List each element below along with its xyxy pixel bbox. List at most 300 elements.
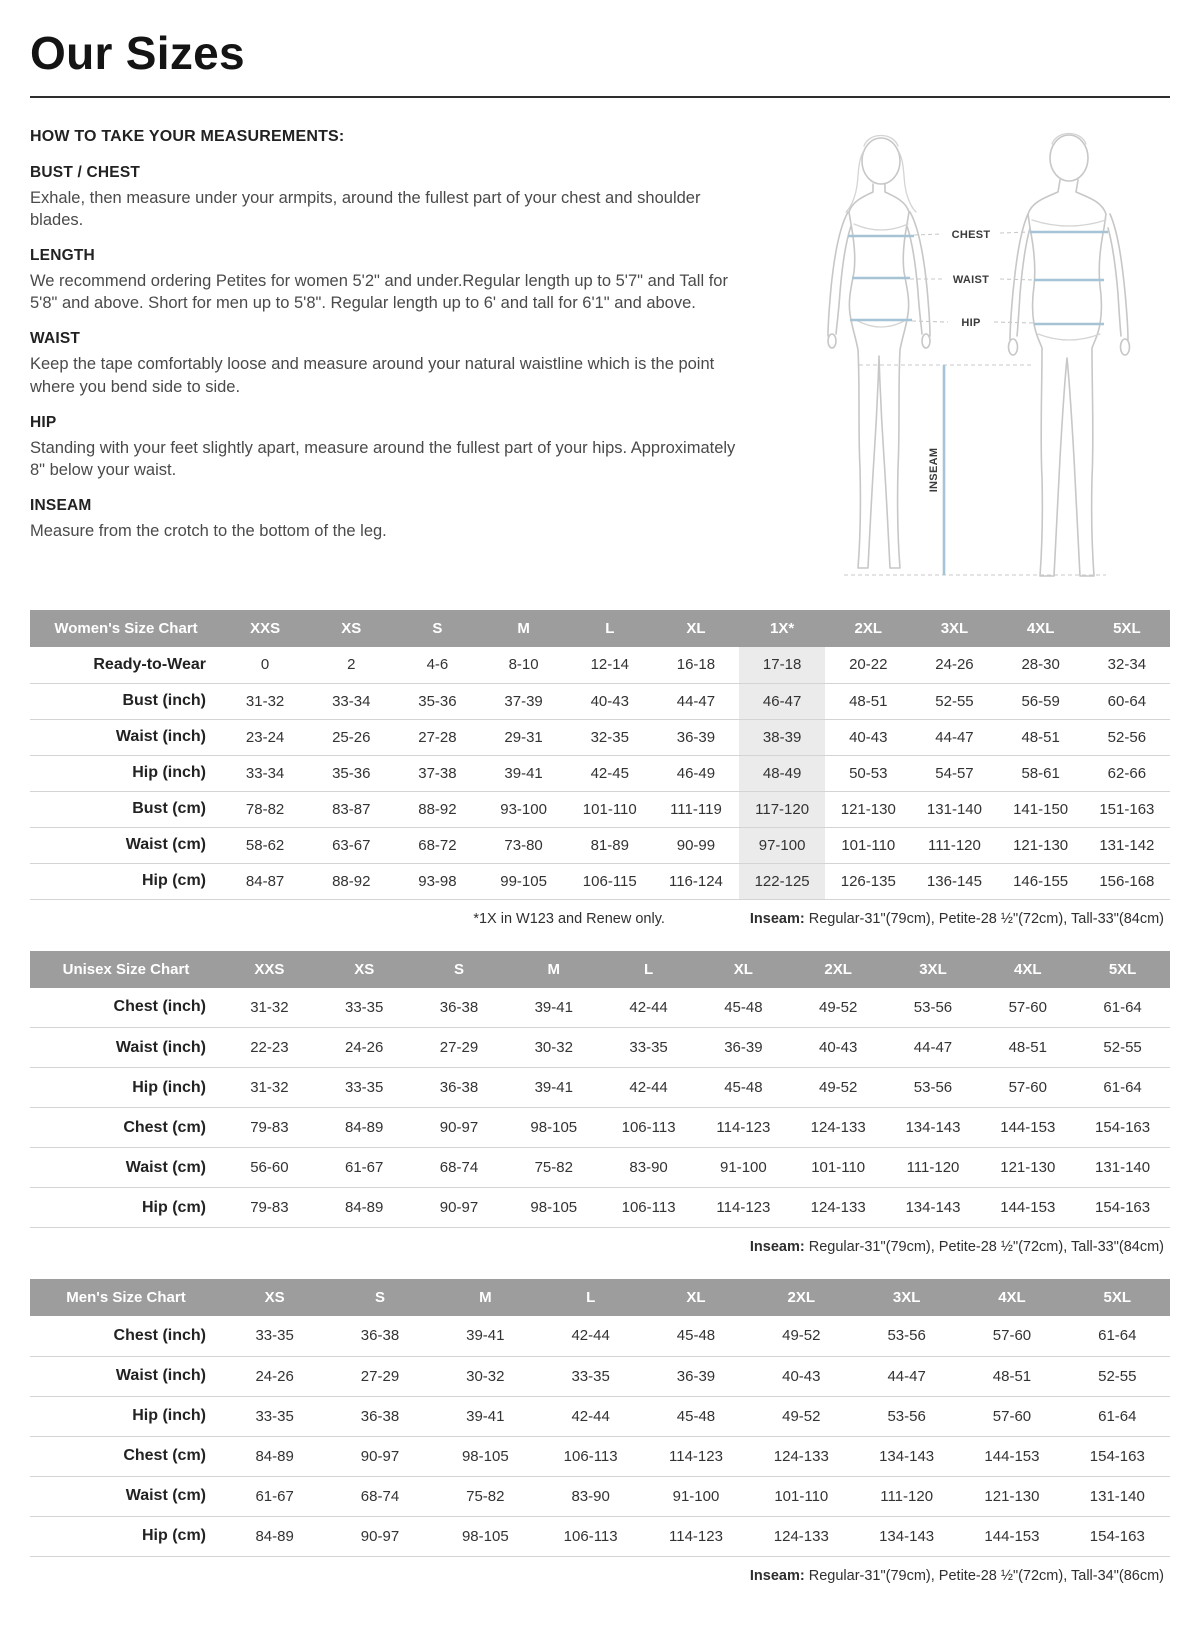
size-cell: 61-64 (1103, 998, 1142, 1016)
size-cell: 31-32 (250, 1079, 289, 1096)
size-row (30, 1396, 1170, 1436)
size-cell: 106-113 (563, 1527, 618, 1545)
size-cell: 33-35 (345, 998, 384, 1016)
size-row (30, 1436, 1170, 1476)
table-title: Men's Size Chart (30, 1279, 222, 1316)
size-row (30, 1516, 1170, 1556)
size-cell: 61-64 (1103, 1079, 1142, 1096)
men-inseam-note (750, 1568, 1164, 1584)
size-cell: 124-133 (810, 1119, 866, 1136)
size-cell: 154-163 (1095, 1119, 1151, 1136)
size-cell: 57-60 (1008, 998, 1047, 1016)
size-cell: 52-55 (1098, 1367, 1137, 1385)
size-cell: 88-92 (332, 872, 371, 890)
size-cell: 90-99 (676, 836, 716, 854)
size-cell: 154-163 (1089, 1527, 1145, 1545)
size-cell: 131-140 (926, 800, 982, 818)
size-row (30, 1108, 1170, 1148)
section-hip (30, 414, 750, 481)
size-cell: 154-163 (1089, 1447, 1145, 1465)
size-column-header: 3XL (911, 610, 997, 647)
size-column-header: L (601, 951, 696, 988)
size-cell: 114-123 (716, 1199, 771, 1216)
size-cell: 75-82 (466, 1487, 505, 1505)
size-cell: 134-143 (905, 1119, 961, 1136)
woman-figure (828, 136, 930, 569)
size-cell: 61-67 (255, 1487, 294, 1505)
inseam-note-label: Inseam: (749, 910, 805, 927)
row-label: Ready-to-Wear (93, 655, 206, 673)
size-column-header: 3XL (886, 951, 981, 988)
waist-label: WAIST (952, 274, 990, 286)
size-cell: 33-35 (255, 1407, 294, 1425)
size-cell: 78-82 (245, 800, 285, 818)
size-cell: 131-142 (1099, 836, 1155, 854)
size-row (30, 988, 1170, 1028)
size-cell: 27-28 (418, 728, 457, 746)
size-cell: 101-110 (841, 836, 896, 854)
size-cell: 98-105 (461, 1527, 509, 1545)
inseam-note-text: Regular-31"(79cm), Petite-28 ½"(72cm), Tall-33"(84cm) (804, 1239, 1164, 1255)
size-cell: 36-38 (360, 1407, 400, 1425)
row-label: Waist (inch) (115, 1038, 206, 1056)
size-cell: 44-47 (935, 728, 974, 746)
size-row (30, 647, 1170, 683)
section-length (30, 247, 750, 314)
size-cell: 49-52 (818, 1079, 858, 1096)
page-header (30, 26, 1170, 98)
size-cell: 156-168 (1099, 872, 1155, 890)
size-column-header: XL (696, 951, 791, 988)
section-waist (30, 330, 750, 397)
size-cell: 106-115 (582, 872, 637, 890)
size-cell: 84-89 (255, 1447, 294, 1465)
size-cell: 121-130 (1000, 1159, 1056, 1176)
row-label: Waist (cm) (125, 1487, 206, 1504)
table-title: Unisex Size Chart (30, 951, 222, 988)
size-cell: 48-51 (1021, 728, 1060, 746)
size-cell: 33-35 (629, 1039, 668, 1056)
size-column-header: L (538, 1279, 643, 1316)
size-column-header: M (433, 1279, 538, 1316)
section-title: LENGTH (30, 247, 95, 265)
row-label: Hip (inch) (132, 1078, 206, 1096)
size-cell: 42-44 (571, 1407, 610, 1425)
size-cell: 116-124 (668, 872, 723, 890)
size-cell: 35-36 (418, 692, 457, 710)
size-cell: 24-26 (255, 1367, 294, 1385)
size-cell: 136-145 (926, 872, 982, 890)
row-label: Hip (inch) (132, 1407, 206, 1424)
inseam-note-label: Inseam: (749, 1239, 805, 1255)
size-cell: 52-55 (1103, 1039, 1142, 1056)
section-text: Standing with your feet slightly apart, measure around the fullest part of your hips. Approximately 8" below your waist. (30, 438, 736, 479)
size-cell: 144-153 (984, 1527, 1040, 1545)
row-label: Waist (cm) (125, 1158, 206, 1176)
size-cell: 79-83 (250, 1199, 289, 1216)
size-cell: 4-6 (426, 656, 449, 674)
size-cell: 0 (260, 656, 270, 674)
size-cell: 42-44 (629, 1079, 668, 1096)
size-cell: 84-89 (345, 1199, 384, 1216)
measurement-instructions (30, 128, 750, 596)
size-cell: 81-89 (590, 836, 629, 854)
size-cell: 45-48 (676, 1407, 716, 1425)
row-label: Chest (cm) (123, 1447, 206, 1464)
size-cell: 57-60 (992, 1407, 1032, 1425)
size-row (30, 1188, 1170, 1228)
row-label: Hip (inch) (132, 764, 206, 781)
size-cell: 48-51 (849, 692, 888, 710)
size-cell: 61-64 (1098, 1327, 1137, 1345)
size-cell: 17-18 (739, 647, 825, 683)
size-cell: 46-47 (739, 683, 825, 719)
size-column-header: 5XL (1075, 951, 1170, 988)
unisex-table-footnotes (30, 1228, 1170, 1255)
size-row (30, 1316, 1170, 1356)
size-column-header: XL (643, 1279, 748, 1316)
size-cell: 84-89 (255, 1527, 294, 1545)
size-column-header: M (506, 951, 601, 988)
size-cell: 58-62 (245, 836, 285, 854)
size-cell: 141-150 (1013, 800, 1069, 818)
unisex-size-table (30, 951, 1170, 1229)
size-row (30, 719, 1170, 755)
size-cell: 68-74 (439, 1159, 479, 1176)
size-cell: 83-90 (571, 1487, 610, 1505)
unisex-size-chart-block (30, 951, 1170, 1256)
size-cell: 68-72 (418, 836, 457, 854)
size-column-header: 2XL (825, 610, 911, 647)
size-cell: 53-56 (913, 1079, 953, 1096)
size-cell: 121-130 (840, 800, 896, 818)
size-cell: 39-41 (534, 998, 573, 1016)
women-size-table (30, 610, 1170, 900)
size-row (30, 1476, 1170, 1516)
men-table-footnotes (30, 1557, 1170, 1584)
size-cell: 33-34 (332, 692, 371, 710)
size-cell: 114-123 (716, 1119, 771, 1136)
women-size-chart-block (30, 610, 1170, 927)
size-cell: 79-83 (250, 1119, 289, 1136)
size-cell: 61-64 (1098, 1407, 1137, 1425)
size-cell: 101-110 (774, 1487, 829, 1505)
size-cell: 97-100 (739, 827, 825, 863)
size-cell: 36-38 (439, 1079, 479, 1096)
size-cell: 98-105 (461, 1447, 509, 1465)
table-header-row (30, 951, 1170, 988)
size-cell: 57-60 (992, 1327, 1032, 1345)
size-column-header: L (567, 610, 653, 647)
size-column-header: XS (222, 1279, 327, 1316)
size-column-header: S (327, 1279, 432, 1316)
size-column-header: XXS (222, 610, 308, 647)
size-cell: 48-49 (739, 755, 825, 791)
size-cell: 93-98 (418, 872, 457, 890)
size-cell: 101-110 (582, 800, 637, 818)
size-cell: 101-110 (811, 1159, 866, 1176)
inseam-note-label: Inseam: (749, 1567, 805, 1584)
section-title: HIP (30, 413, 57, 431)
size-cell: 50-53 (849, 764, 888, 782)
size-cell: 33-35 (255, 1327, 294, 1345)
size-row (30, 755, 1170, 791)
man-figure (1009, 134, 1130, 577)
section-bust-chest (30, 164, 750, 231)
size-cell: 44-47 (676, 692, 716, 710)
size-row (30, 791, 1170, 827)
size-cell: 122-125 (739, 863, 825, 899)
size-row (30, 863, 1170, 899)
size-cell: 48-51 (1008, 1039, 1047, 1056)
size-cell: 131-140 (1095, 1159, 1151, 1176)
size-cell: 54-57 (935, 764, 974, 782)
size-cell: 53-56 (913, 998, 953, 1016)
size-cell: 151-163 (1099, 800, 1155, 818)
row-label: Waist (cm) (125, 836, 206, 853)
size-cell: 45-48 (724, 998, 763, 1016)
size-cell: 20-22 (849, 656, 888, 674)
size-cell: 111-120 (906, 1159, 960, 1176)
size-cell: 52-55 (935, 692, 974, 710)
row-label: Chest (inch) (113, 998, 206, 1016)
size-cell: 42-44 (629, 998, 668, 1016)
row-label: Chest (cm) (123, 1118, 206, 1136)
size-cell: 62-66 (1107, 764, 1147, 782)
size-cell: 154-163 (1095, 1199, 1151, 1216)
size-column-header: 2XL (749, 1279, 854, 1316)
size-cell: 144-153 (1000, 1199, 1056, 1216)
size-cell: 32-34 (1107, 656, 1147, 674)
size-cell: 106-113 (621, 1199, 676, 1216)
size-cell: 90-97 (360, 1447, 400, 1465)
section-text: Measure from the crotch to the bottom of the leg. (30, 521, 387, 540)
size-cell: 33-35 (571, 1367, 610, 1385)
size-cell: 68-74 (360, 1487, 400, 1505)
size-cell: 98-105 (530, 1199, 578, 1216)
size-cell: 38-39 (739, 719, 825, 755)
size-cell: 39-41 (534, 1079, 573, 1096)
section-text: Exhale, then measure under your armpits, around the fullest part of your chest and shoulder blades. (30, 189, 701, 230)
size-cell: 30-32 (466, 1367, 505, 1385)
size-cell: 40-43 (782, 1367, 821, 1385)
size-cell: 25-26 (332, 728, 371, 746)
measurement-figure (770, 128, 1170, 596)
size-cell: 23-24 (245, 728, 285, 746)
size-row (30, 1068, 1170, 1108)
size-cell: 32-35 (590, 728, 629, 746)
size-cell: 111-119 (670, 800, 722, 818)
table-title: Women's Size Chart (30, 610, 222, 647)
size-cell: 30-32 (534, 1039, 573, 1056)
size-cell: 36-39 (676, 728, 716, 746)
size-cell: 27-29 (360, 1367, 400, 1385)
size-cell: 121-130 (984, 1487, 1040, 1505)
measurement-lines (844, 229, 1108, 575)
size-cell: 52-56 (1107, 728, 1147, 746)
row-label: Bust (cm) (132, 800, 206, 817)
section-inseam (30, 497, 750, 542)
size-cell: 37-39 (504, 692, 543, 710)
size-column-header: XL (653, 610, 739, 647)
row-label: Waist (inch) (115, 1367, 206, 1384)
size-column-header: 4XL (959, 1279, 1064, 1316)
size-cell: 98-105 (530, 1119, 578, 1136)
size-cell: 114-123 (669, 1527, 723, 1545)
size-cell: 111-120 (880, 1487, 934, 1505)
size-cell: 73-80 (504, 836, 543, 854)
section-text: Keep the tape comfortably loose and measure around your natural waistline which is the point where you bend side to side. (30, 355, 715, 396)
size-cell: 121-130 (1013, 836, 1069, 854)
inseam-note-text: Regular-31"(79cm), Petite-28 ½"(72cm), Tall-33"(84cm) (804, 910, 1164, 927)
size-cell: 49-52 (818, 998, 858, 1016)
size-column-header: 4XL (998, 610, 1084, 647)
size-cell: 48-51 (992, 1367, 1032, 1385)
hip-label: HIP (961, 317, 981, 329)
size-column-header: 4XL (980, 951, 1075, 988)
row-label: Hip (cm) (142, 1198, 206, 1216)
size-cell: 37-38 (418, 764, 457, 782)
size-cell: 99-105 (500, 872, 547, 890)
size-cell: 106-113 (563, 1447, 618, 1465)
table-header-row (30, 1279, 1170, 1316)
measurement-guide (30, 98, 1170, 610)
size-column-header: XXS (222, 951, 317, 988)
size-cell: 49-52 (782, 1407, 821, 1425)
size-cell: 40-43 (849, 728, 888, 746)
size-cell: 42-45 (590, 764, 629, 782)
size-cell: 144-153 (984, 1447, 1040, 1465)
size-cell: 124-133 (773, 1527, 829, 1545)
size-cell: 35-36 (332, 764, 371, 782)
size-cell: 131-140 (1089, 1487, 1145, 1505)
section-title: WAIST (30, 330, 81, 348)
size-cell: 16-18 (676, 656, 716, 674)
size-cell: 36-38 (360, 1327, 400, 1345)
size-cell: 31-32 (250, 998, 289, 1016)
size-cell: 40-43 (818, 1039, 858, 1056)
size-column-header: M (481, 610, 567, 647)
size-cell: 146-155 (1013, 872, 1069, 890)
size-row (30, 683, 1170, 719)
men-size-chart-block (30, 1279, 1170, 1584)
size-column-header: S (394, 610, 480, 647)
section-title: INSEAM (30, 496, 92, 514)
instructions-heading: HOW TO TAKE YOUR MEASUREMENTS: (30, 128, 345, 145)
row-label: Hip (cm) (142, 872, 206, 889)
size-cell: 22-23 (250, 1039, 289, 1056)
size-cell: 93-100 (500, 800, 547, 818)
size-cell: 29-31 (504, 728, 543, 746)
size-column-header: S (412, 951, 507, 988)
row-label: Hip (cm) (142, 1527, 206, 1544)
body-measurement-illustration (784, 128, 1156, 596)
size-cell: 44-47 (913, 1039, 953, 1056)
size-cell: 60-64 (1107, 692, 1147, 710)
size-cell: 36-39 (724, 1039, 763, 1056)
size-cell: 56-59 (1021, 692, 1060, 710)
women-table-footnotes (30, 900, 1170, 927)
size-cell: 28-30 (1021, 656, 1060, 674)
size-column-header: 5XL (1065, 1279, 1170, 1316)
size-column-header: 3XL (854, 1279, 959, 1316)
row-label: Waist (inch) (115, 728, 206, 745)
inseam-note-text: Regular-31"(79cm), Petite-28 ½"(72cm), Tall-34"(86cm) (804, 1567, 1164, 1584)
row-label: Bust (inch) (122, 692, 206, 709)
size-row (30, 1148, 1170, 1188)
size-cell: 114-123 (669, 1447, 723, 1465)
size-column-header: 2XL (791, 951, 886, 988)
size-cell: 31-32 (245, 692, 285, 710)
size-cell: 36-38 (439, 998, 479, 1016)
size-cell: 117-120 (739, 791, 825, 827)
size-cell: 83-90 (629, 1159, 668, 1176)
size-cell: 33-35 (345, 1079, 384, 1096)
size-cell: 40-43 (590, 692, 629, 710)
unisex-inseam-note (750, 1239, 1164, 1255)
size-cell: 12-14 (590, 656, 629, 674)
size-row (30, 827, 1170, 863)
size-cell: 57-60 (1008, 1079, 1047, 1096)
size-cell: 144-153 (1000, 1119, 1056, 1136)
onex-footnote: *1X in W123 and Renew only. (473, 910, 665, 927)
section-title: BUST / CHEST (30, 164, 141, 181)
size-cell: 134-143 (879, 1527, 935, 1545)
size-cell: 45-48 (724, 1079, 763, 1096)
size-cell: 24-26 (935, 656, 974, 674)
size-cell: 46-49 (676, 764, 716, 782)
size-cell: 53-56 (887, 1327, 926, 1345)
page-title: Our Sizes (30, 27, 245, 79)
size-cell: 134-143 (879, 1447, 935, 1465)
size-cell: 44-47 (887, 1367, 926, 1385)
size-cell: 124-133 (810, 1199, 866, 1216)
size-cell: 61-67 (345, 1159, 384, 1176)
size-cell: 84-89 (345, 1119, 384, 1136)
size-cell: 53-56 (887, 1407, 926, 1425)
size-cell: 8-10 (508, 656, 539, 674)
row-label: Chest (inch) (113, 1326, 206, 1344)
chest-label: CHEST (951, 229, 991, 241)
size-cell: 36-39 (676, 1367, 716, 1385)
size-cell: 83-87 (332, 800, 371, 818)
size-column-header: 1X* (739, 610, 825, 647)
size-cell: 56-60 (250, 1159, 289, 1176)
size-cell: 88-92 (418, 800, 457, 818)
size-cell: 49-52 (782, 1327, 821, 1345)
size-cell: 42-44 (571, 1327, 610, 1345)
size-cell: 124-133 (773, 1447, 829, 1465)
size-cell: 84-87 (245, 872, 285, 890)
size-row (30, 1356, 1170, 1396)
size-column-header: 5XL (1084, 610, 1170, 647)
size-cell: 58-61 (1021, 764, 1060, 782)
size-cell: 2 (347, 656, 356, 674)
men-size-table (30, 1279, 1170, 1557)
size-cell: 90-97 (439, 1199, 479, 1216)
size-cell: 90-97 (439, 1119, 479, 1136)
size-cell: 111-120 (928, 836, 981, 854)
size-cell: 106-113 (621, 1119, 676, 1136)
inseam-label: INSEAM (928, 447, 940, 493)
size-cell: 27-29 (439, 1039, 479, 1056)
table-header-row (30, 610, 1170, 647)
size-cell: 39-41 (466, 1407, 505, 1425)
section-text: We recommend ordering Petites for women 5'2" and under.Regular length up to 5'7" and Tall for 5'8" and above. Short for men up to 5'8". Regular length up to 6' and tall for 6'1" and above. (30, 272, 728, 313)
size-cell: 91-100 (672, 1487, 720, 1505)
size-cell: 39-41 (504, 764, 543, 782)
size-column-header: XS (308, 610, 394, 647)
